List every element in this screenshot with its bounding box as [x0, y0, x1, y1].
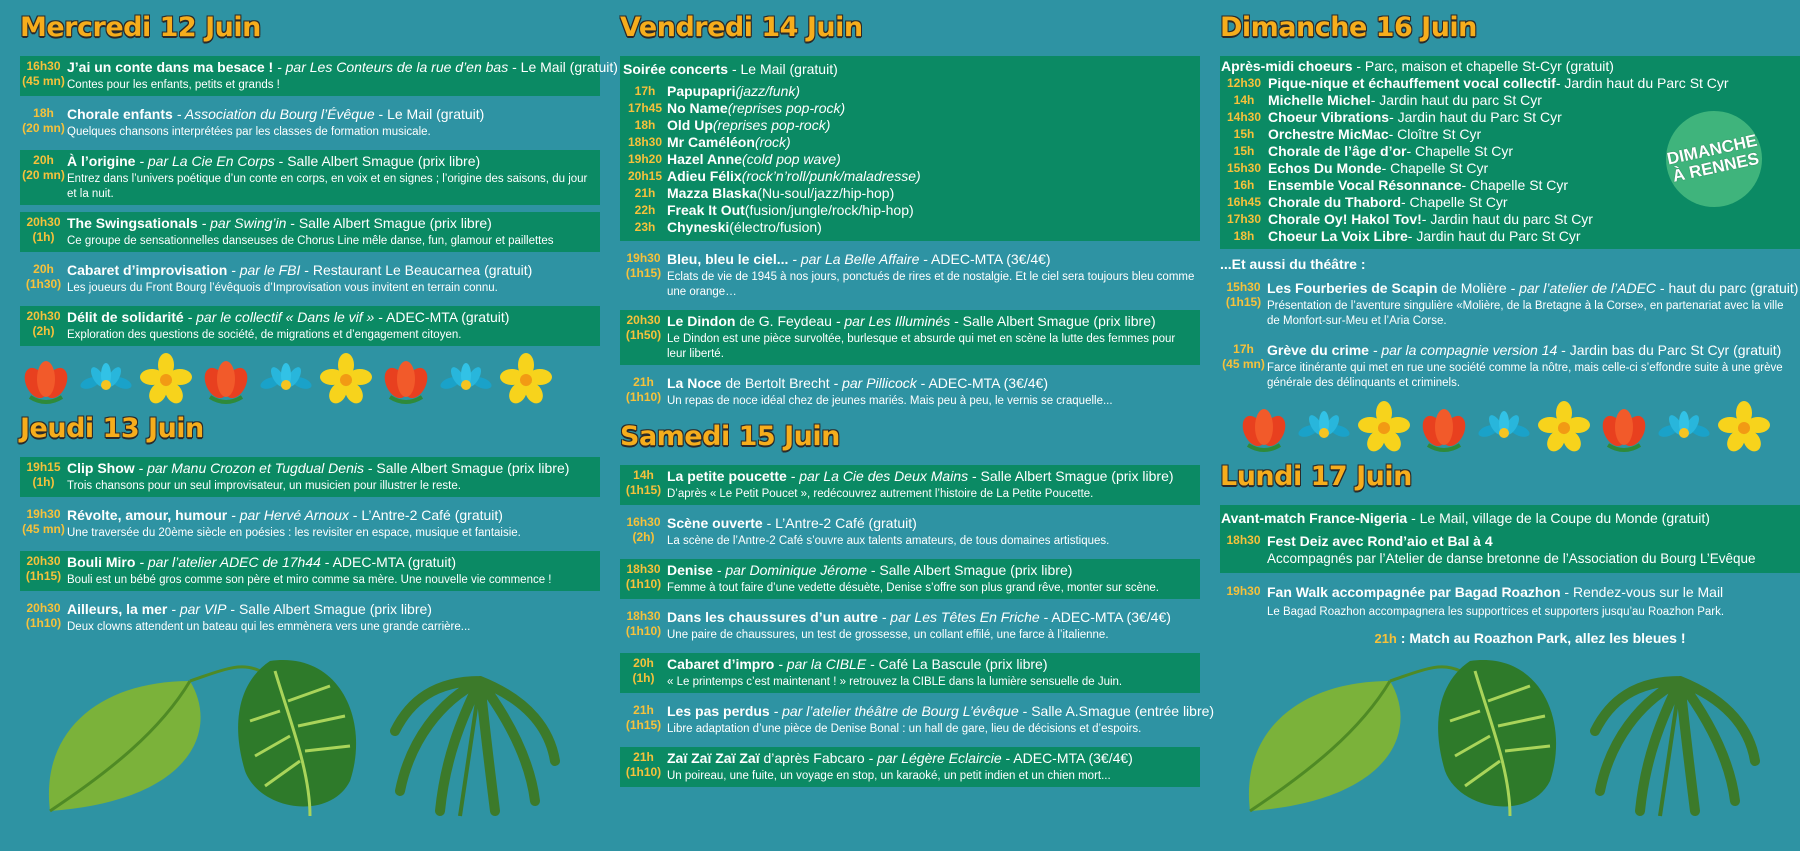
event-title: Cabaret d’impro [667, 656, 775, 672]
red-flower-icon [20, 353, 72, 405]
theatre-heading: ...Et aussi du théâtre : [1220, 256, 1366, 272]
event-item [620, 700, 1215, 740]
choir-block [1220, 56, 1800, 249]
lundi-venue: - Le Mail, village de la Coupe du Monde (gratuit) [1407, 510, 1710, 526]
day-title-jeudi: Jeudi 13 Juin [20, 413, 204, 444]
event-description: Un poireau, une fuite, un voyage en stop, un karaoké, un petit indien et un chien mort... [667, 770, 1111, 782]
event-time: 19h30 (45 mn) [22, 507, 65, 536]
event-time: 21h (1h10) [625, 375, 662, 404]
event-description: La scène de l’Antre-2 Café s’ouvre aux talents amateurs, de tous domaines artistiques. [667, 535, 1110, 547]
event-item [20, 598, 600, 638]
event-title: The Swingsationals [67, 215, 198, 231]
blue-flower-icon [1298, 401, 1350, 453]
events-samedi [620, 465, 1215, 787]
event-item [20, 306, 600, 346]
event-item: 15h30 (1h15) Les Fourberies de Scapin de Molière - par l’atelier de l’ADEC - haut du parc (gratuit) Présentation de l’aventure singulière «Molière, de la Bretagne à la Corse», en partenariat avec la ville de Monfort-sur-Meu et l’Aria Corse. [1220, 277, 1800, 332]
event-title: Bouli Miro [67, 554, 136, 570]
event-description: Deux clowns attendent un bateau qui les emmènera vers une grande carrière... [67, 621, 471, 633]
event-description: Un repas de noce idéal chez de jeunes mariés. Mais peu à peu, le vernis se craquelle... [667, 395, 1113, 407]
event-item [20, 103, 600, 143]
event-venue: - ADEC-MTA (gratuit) [374, 309, 510, 325]
event-title: Révolte, amour, humour [67, 507, 228, 523]
event-item: 21h (1h10) Zaï Zaï Zaï Zaï d’après Fabcaro - par Légère Eclaircie - ADEC-MTA (3€/4€) Un poireau, une fuite, un voyage en stop, un karaoké, un petit indien et un chien mort... [620, 747, 1200, 787]
concert-row: 21h Mazza Blaska (Nu-soul/jazz/hip-hop) [634, 185, 895, 201]
event-venue: - Le Mail (gratuit) [374, 106, 485, 122]
choir-row: 18h Choeur La Voix Libre - Jardin haut du Parc St Cyr [1233, 228, 1581, 244]
event-time: 15h30 (1h15) [1225, 280, 1262, 309]
event-venue: - Salle Albert Smague (prix libre) [226, 601, 432, 617]
event-time: 14h (1h15) [625, 468, 662, 497]
event-venue: - ADEC-MTA (3€/4€) [1039, 609, 1171, 625]
concert-venue: - Le Mail (gratuit) [728, 61, 838, 77]
concert-row: 20h15 Adieu Félix (rock’n’roll/punk/maladresse) [627, 168, 921, 184]
event-venue: - L’Antre-2 Café (gratuit) [762, 515, 917, 531]
yellow-flower-icon [320, 353, 372, 405]
event-description: Libre adaptation d’une pièce de Denise Bonal : un hall de gare, lieu de décisions et d’espoirs. [667, 723, 1142, 735]
red-flower-icon [1418, 401, 1470, 453]
event-venue: - Salle Albert Smague (prix libre) [363, 460, 570, 476]
event-company: - par le FBI [227, 262, 301, 278]
events-vendredi [620, 56, 1200, 412]
event-item [620, 653, 1200, 693]
event-venue: - Jardin bas du Parc St Cyr (gratuit) [1557, 342, 1782, 358]
event-time: 20h30 (2h) [26, 309, 61, 338]
yellow-flower-icon [1538, 401, 1590, 453]
day-title-vendredi: Vendredi 14 Juin [620, 12, 863, 43]
event-company: - par Les Têtes En Friche [877, 609, 1040, 625]
choir-venue: - Parc, maison et chapelle St-Cyr (gratuit) [1352, 58, 1614, 74]
lundi-heading: Avant-match France-Nigeria [1221, 510, 1408, 526]
concert-row: 23h Chyneski (électro/fusion) [634, 219, 822, 235]
event-description: Contes pour les enfants, petits et grands ! [67, 79, 280, 91]
event-company: - par Hervé Arnoux [227, 507, 349, 523]
monstera-leaf-icon [238, 660, 356, 816]
blue-flower-icon [260, 353, 312, 405]
event-time: 20h30 (1h15) [25, 554, 62, 583]
event-company: - par Manu Crozon et Tugdual Denis [134, 460, 364, 476]
concert-row: 17h Papupapri (jazz/funk) [634, 83, 801, 99]
palm-leaf-icon [395, 681, 555, 816]
day-title-lundi: Lundi 17 Juin [1220, 461, 1412, 492]
event-item [20, 259, 600, 299]
event-time: 18h30 [1226, 533, 1261, 547]
events-lundi [1220, 505, 1800, 646]
event-item [620, 606, 1200, 646]
event-time: 19h30 [1226, 584, 1261, 598]
event-description: Farce itinérante qui met en rue une société comme la nôtre, mais celle-ci s’effondre suite à une grève générale des délinquants et criminels. [1267, 362, 1783, 389]
event-venue: - L’Antre-2 Café (gratuit) [348, 507, 503, 523]
event-company: - par La Cie des Deux Mains [786, 468, 969, 484]
event-title: Le Dindon [667, 313, 736, 329]
choir-row: 16h45 Chorale du Thabord - Chapelle St Cyr [1226, 194, 1508, 210]
choir-row: 15h30 Echos Du Monde - Chapelle St Cyr [1226, 160, 1489, 176]
event-venue: - ADEC-MTA (gratuit) [320, 554, 456, 570]
event-description: Présentation de l’aventure singulière «Molière, de la Bretagne à la Corse», en partenariat avec la ville de Monfort-sur-Meu et l’Aria Corse. [1267, 300, 1784, 327]
event-time: 17h (45 mn) [1222, 342, 1265, 371]
monstera-leaf-icon [1438, 660, 1556, 816]
event-description: Trois chansons pour un seul improvisateur, un musicien pour illustrer le reste. [67, 480, 461, 492]
event-title: Délit de solidarité [67, 309, 184, 325]
event-description: Le Bagad Roazhon accompagnera les supportrices et supporters jusqu’au Roazhon Park. [1267, 606, 1725, 618]
red-flower-icon [200, 353, 252, 405]
event-description: Une paire de chaussures, un test de grossesse, un collant effilé, une farce à l’italienne. [667, 629, 1109, 641]
event-description: Femme à tout faire d’une vedette désuète, Denise s’offre son plus grand rêve, monter sur scène. [667, 582, 1160, 594]
event-venue: - Salle Albert Smague (prix libre) [950, 313, 1156, 329]
column-left [20, 10, 618, 645]
event-title: La Noce [667, 375, 722, 391]
event-item [620, 512, 1200, 552]
event-title: Fan Walk accompagnée par Bagad Roazhon [1267, 584, 1561, 600]
event-description: Quelques chansons interprétées par les classes de formation musicale. [67, 126, 431, 138]
event-description: « Le printemps c’est maintenant ! » retrouvez la CIBLE dans la lumière sensuelle de Juin. [667, 676, 1123, 688]
event-company: - par Légère Eclaircie [864, 750, 1002, 766]
palm-leaf-icon [1595, 681, 1755, 816]
event-description: Accompagnés par l’Atelier de danse bretonne de l’Association du Bourg L’Evêque [1267, 551, 1756, 566]
choir-row: 15h Orchestre MicMac - Cloître St Cyr [1233, 126, 1482, 142]
event-time: 20h (20 mn) [22, 153, 65, 182]
event-company: - par l’atelier théâtre de Bourg L’évêque [769, 703, 1019, 719]
event-venue: - ADEC-MTA (3€/4€) [916, 375, 1048, 391]
yellow-flower-icon [1358, 401, 1410, 453]
event-description: Bouli est un bébé gros comme son père et miro comme sa mère. Une nouvelle vie commence ! [67, 574, 552, 586]
event-time: 21h (1h10) [625, 750, 662, 779]
event-title: Bleu, bleu le ciel... [667, 251, 789, 267]
concert-list [623, 83, 1197, 236]
event-company: - par le collectif « Dans le vif » [183, 309, 375, 325]
blue-flower-icon [1478, 401, 1530, 453]
event-venue: - ADEC-MTA (3€/4€) [1001, 750, 1133, 766]
choir-row: 14h Michelle Michel - Jardin haut du parc St Cyr [1233, 92, 1542, 108]
blue-flower-icon [1658, 401, 1710, 453]
event-company: - par Pillicock [829, 375, 917, 391]
day-title-samedi: Samedi 15 Juin [620, 421, 840, 452]
event-company: - par Les Illuminés [831, 313, 951, 329]
event-venue: - Salle Albert Smague (prix libre) [866, 562, 1073, 578]
tropical-leaves-illustration [1240, 641, 1760, 821]
choir-row: 17h30 Chorale Oy! Hakol Tov! - Jardin haut du parc St Cyr [1226, 211, 1593, 227]
event-title: À l’origine [67, 153, 136, 169]
event-company: - par la compagnie version 14 [1368, 342, 1558, 358]
event-description: D’après « Le Petit Poucet », redécouvrez autrement l’histoire de La Petite Poucette. [667, 488, 1094, 500]
tropical-leaves-illustration [40, 641, 560, 821]
event-time: 20h30 (1h10) [25, 601, 62, 630]
event-venue: - Salle A.Smague (entrée libre) [1018, 703, 1215, 719]
event-venue: - Salle Albert Smague (prix libre) [286, 215, 492, 231]
day-title-mercredi: Mercredi 12 Juin [20, 12, 261, 43]
event-venue: - Le Mail (gratuit) [508, 59, 618, 75]
events-jeudi [20, 457, 600, 638]
flower-strip [1238, 401, 1800, 453]
event-item [20, 56, 618, 96]
event-item [1220, 581, 1800, 623]
event-title: Denise [667, 562, 713, 578]
event-time: 16h30 (45 mn) [22, 59, 65, 88]
concert-row: 22h Freak It Out (fusion/jungle/rock/hip-hop) [634, 202, 914, 218]
column-right [1220, 10, 1800, 646]
event-company: - par La Belle Affaire [788, 251, 920, 267]
event-title: Ailleurs, la mer [67, 601, 168, 617]
red-flower-icon [1238, 401, 1290, 453]
event-time: 19h15 (1h) [26, 460, 61, 489]
event-time: 20h (1h) [632, 656, 655, 685]
event-item [620, 559, 1200, 599]
lundi-block [1220, 505, 1800, 573]
event-venue: - Café La Bascule (prix libre) [866, 656, 1048, 672]
event-item [620, 465, 1200, 505]
events-dimanche [1220, 56, 1800, 394]
yellow-flower-icon [1718, 401, 1770, 453]
column-middle [620, 10, 1215, 794]
event-description: Une traversée du 20ème siècle en poésies : les revisiter en espace, musique et fantaisie. [67, 527, 521, 539]
event-venue: - Salle Albert Smague (prix libre) [274, 153, 481, 169]
event-time: 20h30 (1h50) [625, 313, 662, 342]
event-title: La petite poucette [667, 468, 787, 484]
concert-row: 18h Old Up (reprises pop-rock) [634, 117, 831, 133]
dimanche-a-rennes-logo: DIMANCHE À RENNES [1657, 102, 1771, 216]
event-description: Les joueurs du Front Bourg l’évêquois d’Improvisation vous invitent en terrain connu. [67, 282, 498, 294]
event-company: - par Swing’in [197, 215, 287, 231]
event-company: - par l’atelier ADEC de 17h44 [135, 554, 321, 570]
event-item: 21h (1h10) La Noce de Bertolt Brecht - par Pillicock - ADEC-MTA (3€/4€) Un repas de noce idéal chez de jeunes mariés. Mais peu à peu, le vernis se craquelle... [620, 372, 1200, 412]
event-title: Scène ouverte [667, 515, 763, 531]
banana-leaf-icon [49, 667, 260, 811]
concert-row: 18h30 Mr Caméléon (rock) [627, 134, 791, 150]
choir-row: 14h30 Choeur Vibrations - Jardin haut du Parc St Cyr [1226, 109, 1562, 125]
event-title: Les pas perdus [667, 703, 770, 719]
concert-row: 17h45 No Name (reprises pop-rock) [627, 100, 846, 116]
event-time: 20h (1h30) [25, 262, 62, 291]
event-description: Exploration des questions de société, de migrations et d’engagement citoyen. [67, 329, 462, 341]
event-title: Les Fourberies de Scapin [1267, 280, 1438, 296]
choir-row: 12h30 Pique-nique et échauffement vocal collectif - Jardin haut du Parc St Cyr [1226, 75, 1729, 91]
event-company: - par Dominique Jérome [712, 562, 867, 578]
event-company: - par VIP [167, 601, 227, 617]
event-venue: - Restaurant Le Beaucarnea (gratuit) [300, 262, 533, 278]
concert-heading: Soirée concerts [623, 61, 729, 77]
yellow-flower-icon [500, 353, 552, 405]
event-time: 19h30 (1h15) [625, 251, 662, 280]
event-title: J’ai un conte dans ma besace ! [67, 59, 274, 75]
event-company: - par la CIBLE [774, 656, 867, 672]
event-time: 18h (20 mn) [22, 106, 65, 135]
event-title: Dans les chaussures d’un autre [667, 609, 878, 625]
yellow-flower-icon [140, 353, 192, 405]
choir-row: 16h Ensemble Vocal Résonnance - Chapelle St Cyr [1233, 177, 1569, 193]
event-item [20, 150, 600, 205]
event-time: 18h30 (1h10) [625, 562, 662, 591]
match-announcement: 21h : Match au Roazhon Park, allez les bleues ! [1374, 630, 1686, 646]
choir-row: 15h Chorale de l’âge d’or - Chapelle St Cyr [1233, 143, 1514, 159]
event-title: Fest Deiz avec Rond’aio et Bal à 4 [1267, 533, 1493, 549]
banana-leaf-icon [1249, 667, 1460, 811]
event-company: - Association du Bourg l’Évêque [172, 106, 375, 122]
concert-row: 19h20 Hazel Anne (cold pop wave) [627, 151, 841, 167]
event-item: 20h30 (1h50) Le Dindon de G. Feydeau - par Les Illuminés - Salle Albert Smague (prix libre) Le Dindon est une pièce survoltée, burlesque et absurde qui met en scène la lutte des femmes pour leur liberté. [620, 310, 1200, 365]
event-description: Le Dindon est une pièce survoltée, burlesque et absurde qui met en scène la lutte des femmes pour leur liberté. [667, 333, 1176, 360]
events-mercredi [20, 56, 618, 346]
event-title: Chorale enfants [67, 106, 173, 122]
concert-block [620, 56, 1200, 241]
event-title: Cabaret d’improvisation [67, 262, 228, 278]
event-item [20, 504, 600, 544]
event-venue: - Salle Albert Smague (prix libre) [968, 468, 1174, 484]
event-time: 20h30 (1h) [26, 215, 61, 244]
event-time: 18h30 (1h10) [625, 609, 662, 638]
event-description: Ce groupe de sensationnelles danseuses de Chorus Line mêle danse, fun, glamour et paillettes [67, 235, 554, 247]
red-flower-icon [1598, 401, 1650, 453]
event-item [1220, 532, 1797, 567]
event-item [620, 248, 1200, 303]
event-time: 16h30 (2h) [626, 515, 661, 544]
event-item [20, 457, 600, 497]
event-item [20, 212, 600, 252]
event-venue: - ADEC-MTA (3€/4€) [919, 251, 1051, 267]
event-item [20, 551, 600, 591]
red-flower-icon [380, 353, 432, 405]
event-venue: - haut du parc (gratuit) [1656, 280, 1799, 296]
event-title: Zaï Zaï Zaï Zaï [667, 750, 760, 766]
event-title: Grève du crime [1267, 342, 1369, 358]
blue-flower-icon [80, 353, 132, 405]
event-title: Clip Show [67, 460, 135, 476]
event-time: 21h (1h15) [625, 703, 662, 732]
event-description: Entrez dans l’univers poétique d’un conte en corps, en voix et en signes ; l’origine des saisons, du jour et la nuit. [67, 173, 588, 200]
event-company: - par Les Conteurs de la rue d’en bas [273, 59, 509, 75]
event-company: - par l’atelier de l’ADEC [1506, 280, 1657, 296]
event-company: - par La Cie En Corps [135, 153, 275, 169]
choir-heading: Après-midi choeurs [1221, 58, 1353, 74]
day-title-dimanche: Dimanche 16 Juin [1220, 12, 1477, 43]
blue-flower-icon [440, 353, 492, 405]
event-venue: - Rendez-vous sur le Mail [1560, 584, 1724, 600]
event-description: Eclats de vie de 1945 à nos jours, ponctués de rires et de nostalgie. Et le ciel sera toujours bleu comme une orange… [667, 271, 1195, 298]
event-item [1220, 339, 1800, 394]
flower-strip [20, 353, 600, 405]
